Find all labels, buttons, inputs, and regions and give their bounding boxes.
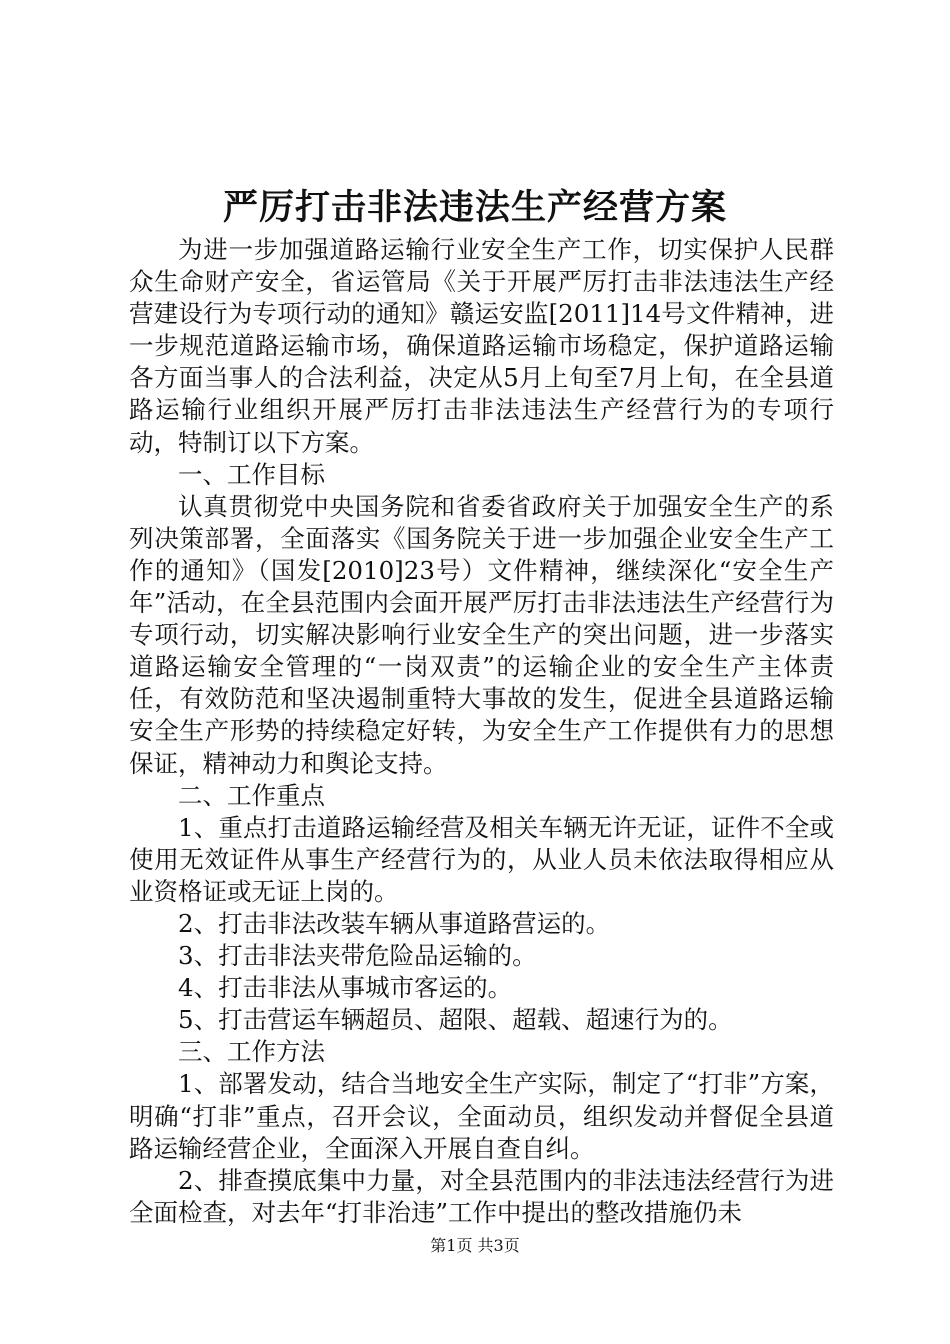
section-heading-goals: 一、工作目标 xyxy=(178,459,325,489)
intro-paragraph: 为进一步加强道路运输行业安全生产工作，切实保护人民群众生命财产安全，省运管局《关于开展严厉打击非法违法生产经营建设行为专项行动的通知》赣运安监[2011]14号文件精神，进一步规范道路运输市场，确保道路运输市场稳定，保护道路运输各方面当事人的合法利益，决定从5月上旬至7月上旬，在全县道路运输行业组织开展严厉打击非法违法生产经营行为的专项行动，特制订以下方案。 xyxy=(129,235,834,457)
section-heading-focus: 二、工作重点 xyxy=(178,780,325,810)
focus-item: 5、打击营运车辆超员、超限、超载、超速行为的。 xyxy=(178,1005,733,1035)
goals-paragraph: 认真贯彻党中央国务院和省委省政府关于加强安全生产的系列决策部署，全面落实《国务院关于进一步加强企业安全生产工作的通知》（国发[2010]23号）文件精神，继续深化“安全生产年”活动，在全县范围内会面开展严厉打击非法违法生产经营行为专项行动，切实解决影响行业安全生产的突出问题，进一步落实道路运输安全管理的“一岗双责”的运输企业的安全生产主体责任，有效防范和坚决遏制重特大事故的发生，促进全县道路运输安全生产形势的持续稳定好转，为安全生产工作提供有力的思想保证，精神动力和舆论支持。 xyxy=(129,491,834,778)
section-heading-methods: 三、工作方法 xyxy=(178,1037,325,1067)
focus-item: 2、打击非法改装车辆从事道路营运的。 xyxy=(178,908,611,938)
document-title: 严厉打击非法违法生产经营方案 xyxy=(222,187,727,228)
focus-item: 1、重点打击道路运输经营及相关车辆无许无证，证件不全或使用无效证件从事生产经营行为的，从业人员未依法取得相应从业资格证或无证上岗的。 xyxy=(129,812,834,906)
document-body xyxy=(129,234,834,1229)
focus-item: 3、打击非法夹带危险品运输的。 xyxy=(178,941,537,971)
method-item: 1、部署发动，结合当地安全生产实际，制定了“打非”方案，明确“打非”重点，召开会议，全面动员，组织发动并督促全县道路运输经营企业，全面深入开展自查自纠。 xyxy=(129,1069,834,1163)
method-item: 2、排查摸底集中力量，对全县范围内的非法违法经营行为进全面检查，对去年“打非治违”工作中提出的整改措施仍未 xyxy=(129,1165,834,1227)
page-number: 第1页 共3页 xyxy=(430,1236,520,1255)
focus-item: 4、打击非法从事城市客运的。 xyxy=(178,973,513,1003)
